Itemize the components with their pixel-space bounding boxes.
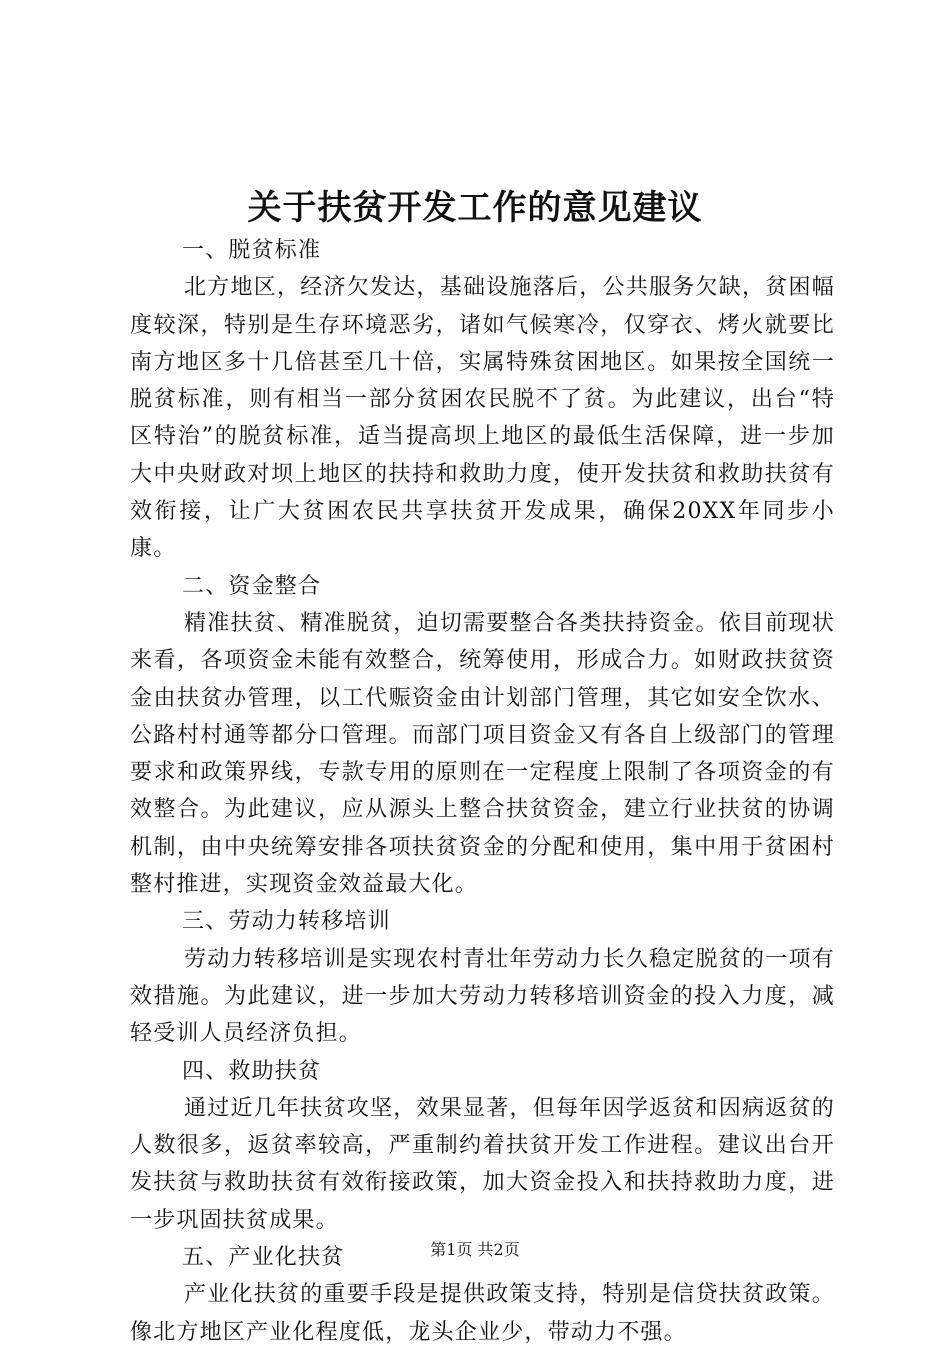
page-footer: 第1页 共2页	[430, 1240, 520, 1259]
section-heading-labor-training: 三、劳动力转移培训	[182, 909, 391, 935]
section-text-fund-integration: 精准扶贫、精准脱贫，迫切需要整合各类扶持资金。依目前现状来看，各项资金未能有效整合，统筹使用，形成合力。如财政扶贫资金由扶贫办管理，以工代赈资金由计划部门管理，其它如安全饮水、公路村村通等都分口管理。而部门项目资金又有各自上级部门的管理要求和政策界线，专款专用的原则在一定程度上限制了各项资金的有效整合。为此建议，应从源头上整合扶贫资金，建立行业扶贫的协调机制，由中央统筹安排各项扶贫资金的分配和使用，集中用于贫困村整村推进，实现资金效益最大化。	[130, 610, 835, 898]
section-text-labor-training: 劳动力转移培训是实现农村青壮年劳动力长久稳定脱贫的一项有效措施。为此建议，进一步加大劳动力转移培训资金的投入力度，减轻受训人员经济负担。	[130, 946, 835, 1047]
section-text-poverty-standard: 北方地区，经济欠发达，基础设施落后，公共服务欠缺，贫困幅度较深，特别是生存环境恶劣，诸如气候寒冷，仅穿衣、烤火就要比南方地区多十几倍甚至几十倍，实属特殊贫困地区。如果按全国统一脱贫标准，则有相当一部分贫困农民脱不了贫。为此建议，出台“特区特治”的脱贫标准，适当提高坝上地区的最低生活保障，进一步加大中央财政对坝上地区的扶持和救助力度，使开发扶贫和救助扶贫有效衔接，让广大贫困农民共享扶贫开发成果，确保20XX年同步小康。	[130, 275, 835, 562]
section-heading-relief-poverty: 四、救助扶贫	[182, 1058, 322, 1084]
section-heading-fund-integration: 二、资金整合	[182, 573, 322, 599]
section-text-industrial-poverty: 产业化扶贫的重要手段是提供政策支持，特别是信贷扶贫政策。像北方地区产业化程度低，龙头企业少，带动力不强。	[130, 1282, 835, 1345]
section-text-relief-poverty: 通过近几年扶贫攻坚，效果显著，但每年因学返贫和因病返贫的人数很多，返贫率较高，严重制约着扶贫开发工作进程。建议出台开发扶贫与救助扶贫有效衔接政策，加大资金投入和扶持救助力度，进一步巩固扶贫成果。	[130, 1095, 835, 1233]
section-heading-poverty-standard: 一、脱贫标准	[182, 238, 322, 263]
document-body	[130, 232, 835, 1351]
section-heading-industrial-poverty: 五、产业化扶贫	[182, 1245, 345, 1271]
document-title: 关于扶贫开发工作的意见建议	[247, 188, 703, 228]
